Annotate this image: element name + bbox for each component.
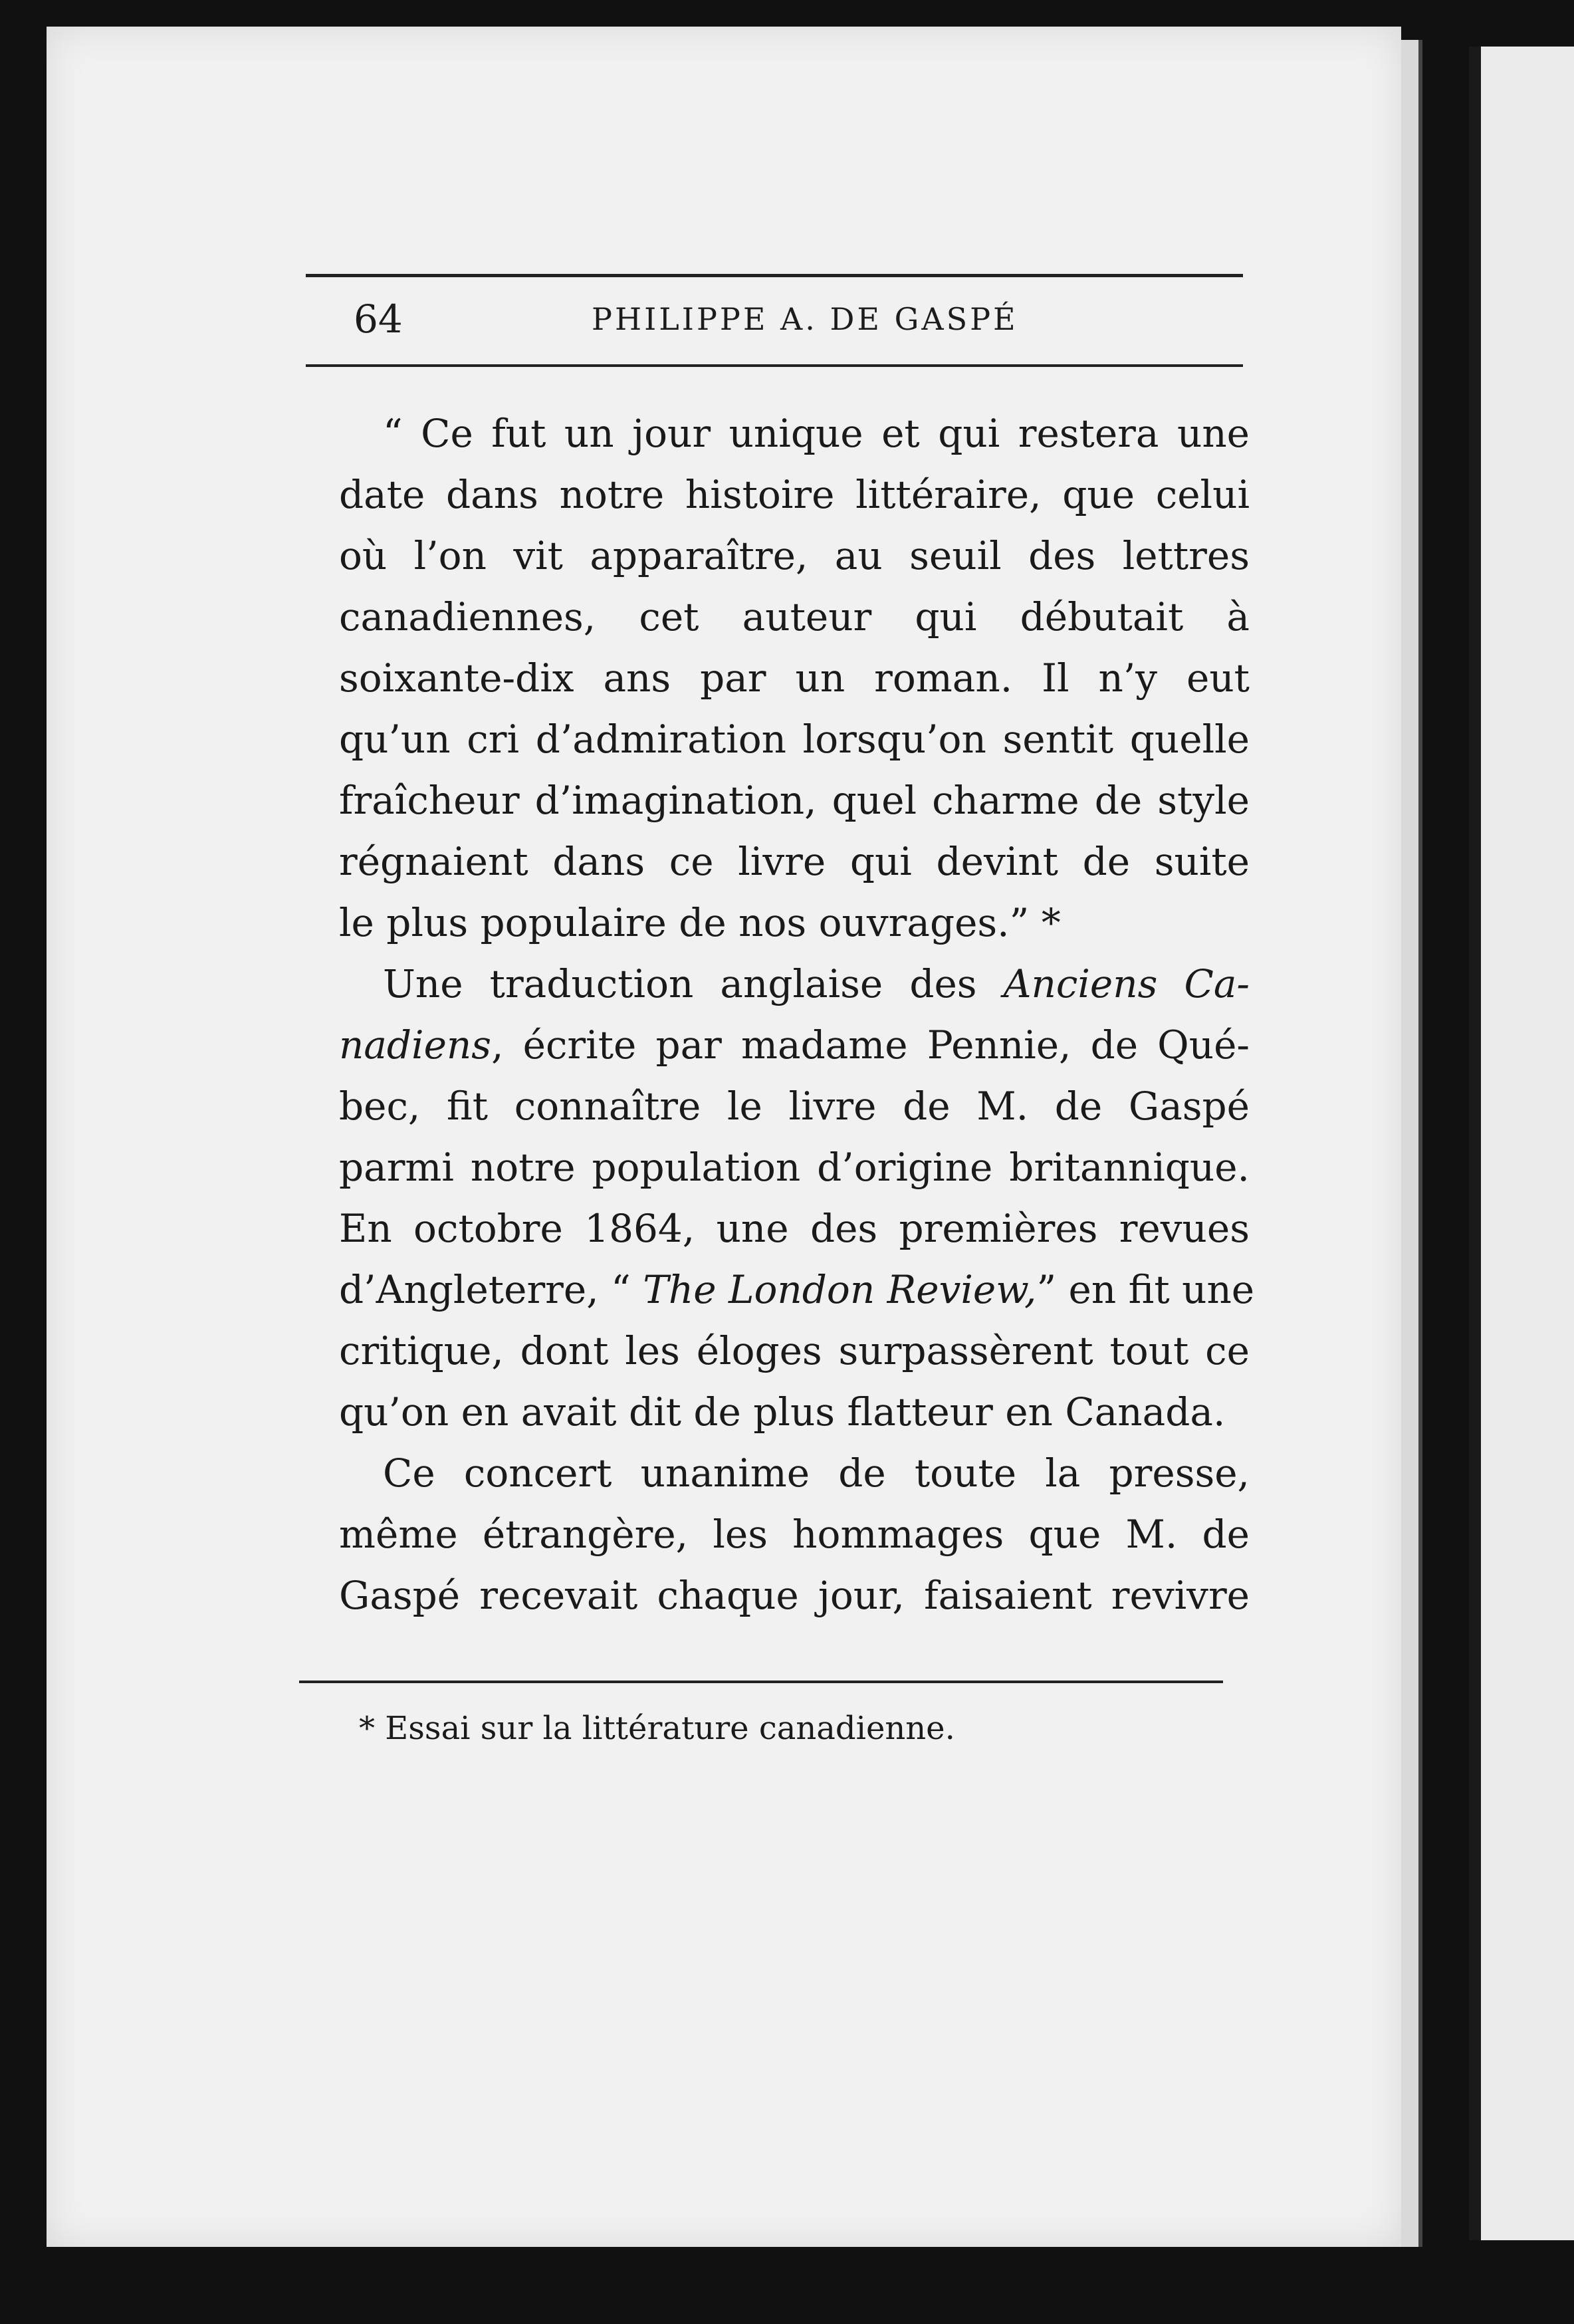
text-line <box>339 953 1250 1014</box>
text-line: bec, fit connaître le livre de M. de Gaspé <box>339 1084 1250 1129</box>
text-line: régnaient dans ce livre qui devint de suite <box>339 839 1250 884</box>
text-line: où l’on vit apparaître, au seuil des lettres <box>339 533 1250 578</box>
body-text <box>339 403 1255 1626</box>
text-line: même étrangère, les hommages que M. de <box>339 1512 1250 1557</box>
review-title-italic: The London Review, <box>643 1267 1037 1312</box>
running-head: PHILIPPE A. DE GASPÉ <box>592 301 1018 337</box>
text-fragment: d’Angleterre, “ <box>339 1267 643 1312</box>
text-line <box>339 1259 1255 1320</box>
text-line: parmi notre population d’origine britannique. <box>339 1145 1250 1190</box>
text-line: qu’on en avait dit de plus flatteur en Canada. <box>339 1389 1226 1435</box>
text-line: fraîcheur d’imagination, quel charme de style <box>339 778 1250 823</box>
text-line: critique, dont les éloges surpassèrent tout ce <box>339 1328 1250 1373</box>
text-line <box>339 1014 1250 1076</box>
text-fragment: , écrite par madame Pennie, de Qué- <box>491 1022 1250 1068</box>
text-line: date dans notre histoire littéraire, que celui <box>339 472 1250 517</box>
book-title-italic: Anciens Ca- <box>1003 961 1250 1006</box>
text-fragment: Une traduction anglaise des <box>383 961 1004 1006</box>
text-line: qu’un cri d’admiration lorsqu’on sentit quelle <box>339 717 1250 762</box>
header-bottom-rule <box>306 364 1243 367</box>
page-edge-shadow <box>1401 40 1422 2247</box>
book-title-italic: nadiens <box>339 1022 492 1068</box>
footnote-rule <box>299 1681 1223 1683</box>
footnote: * Essai sur la littérature canadienne. <box>359 1710 955 1747</box>
text-line: soixante-dix ans par un roman. Il n’y eut <box>339 655 1250 701</box>
page-header <box>306 286 1243 352</box>
header-top-rule <box>306 274 1243 277</box>
text-line: “ Ce fut un jour unique et qui restera une <box>383 411 1250 456</box>
page-number: 64 <box>354 296 403 342</box>
adjacent-page-edge <box>1469 47 1574 2240</box>
text-line: Gaspé recevait chaque jour, faisaient revivre <box>339 1573 1250 1618</box>
text-line: canadiennes, cet auteur qui débutait à <box>339 594 1250 639</box>
text-line: En octobre 1864, une des premières revues <box>339 1206 1250 1251</box>
text-line: Ce concert unanime de toute la presse, <box>383 1451 1250 1496</box>
text-line: le plus populaire de nos ouvrages.” * <box>339 900 1061 945</box>
text-fragment: ” en fit une <box>1036 1267 1255 1312</box>
